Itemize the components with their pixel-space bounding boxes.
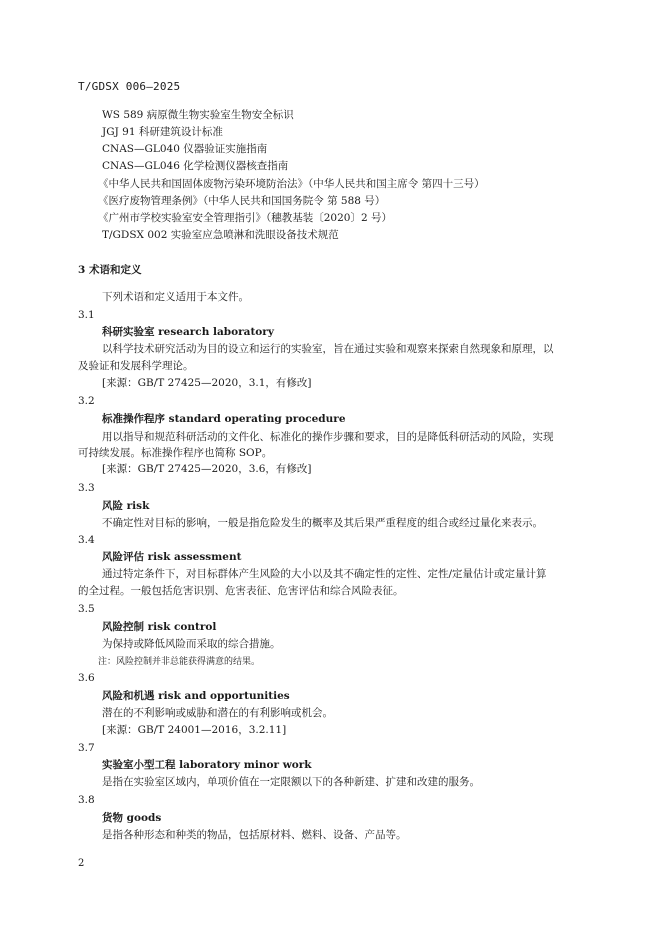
term-number: 3.1: [78, 309, 95, 321]
reference-item: WS 589 病原微生物实验室生物安全标识: [102, 109, 294, 121]
term-number: 3.4: [78, 534, 95, 546]
term-title: 实验室小型工程 laboratory minor work: [102, 759, 312, 771]
reference-item: 《医疗废物管理条例》（中华人民共和国国务院令 第 588 号）: [98, 195, 386, 207]
term-definition: 以科学技术研究活动为目的设立和运行的实验室，旨在通过实验和观察来探索自然现象和原理，以: [102, 343, 554, 355]
term-number: 3.7: [78, 742, 95, 754]
term-title: 标准操作程序 standard operating procedure: [102, 413, 346, 425]
term-source: [来源：GB/T 27425—2020，3.6，有修改]: [102, 463, 312, 475]
term-definition: 不确定性对目标的影响，一般是指危险发生的概率及其后果严重程度的组合或经过量化来表示。: [102, 517, 543, 529]
standard-code-header: T/GDSX 006—2025: [78, 80, 181, 93]
reference-item: CNAS—GL046 化学检测仪器核查指南: [102, 160, 289, 172]
term-title: 风险和机遇 risk and opportunities: [102, 690, 290, 702]
term-title: 风险控制 risk control: [102, 621, 217, 633]
term-definition: 是指在实验室区域内，单项价值在一定限额以下的各种新建、扩建和改建的服务。: [102, 776, 480, 788]
term-note: 注：风险控制并非总能获得满意的结果。: [98, 657, 261, 667]
reference-item: CNAS—GL040 仪器验证实施指南: [102, 143, 268, 155]
page-number: 2: [78, 858, 85, 869]
term-source: [来源：GB/T 24001—2016，3.2.11]: [102, 724, 287, 736]
term-definition: 是指各种形态和种类的物品，包括原材料、燃料、设备、产品等。: [102, 829, 407, 841]
term-number: 3.3: [78, 482, 95, 494]
term-definition: 潜在的不利影响或威胁和潜在的有利影响或机会。: [102, 707, 333, 719]
reference-item: 《中华人民共和国固体废物污染环境防治法》（中华人民共和国主席令 第四十三号）: [98, 178, 485, 190]
reference-item: T/GDSX 002 实验室应急喷淋和洗眼设备技术规范: [102, 229, 339, 241]
term-number: 3.6: [78, 672, 95, 684]
term-number: 3.2: [78, 395, 95, 407]
term-definition: 及验证和发展科学理论。: [78, 360, 194, 372]
term-title: 风险评估 risk assessment: [102, 551, 242, 563]
reference-item: JGJ 91 科研建筑设计标准: [102, 126, 223, 138]
section-intro: 下列术语和定义适用于本文件。: [102, 291, 249, 303]
term-title: 货物 goods: [102, 812, 162, 824]
term-definition: 的全过程。一般包括危害识别、危害表征、危害评估和综合风险表征。: [78, 585, 404, 597]
section-heading: 3 术语和定义: [78, 264, 142, 276]
term-title: 科研实验室 research laboratory: [102, 326, 274, 338]
term-definition: 为保持或降低风险而采取的综合措施。: [102, 638, 281, 650]
term-definition: 用以指导和规范科研活动的文件化、标准化的操作步骤和要求，目的是降低科研活动的风险，实现: [102, 431, 554, 443]
term-number: 3.5: [78, 603, 95, 615]
term-definition: 通过特定条件下，对目标群体产生风险的大小以及其不确定性的定性、定性/定量估计或定量计算: [102, 568, 547, 580]
term-number: 3.8: [78, 794, 95, 806]
term-title: 风险 risk: [102, 500, 150, 512]
reference-item: 《广州市学校实验室安全管理指引》（穗教基装〔2020〕2 号）: [98, 212, 392, 224]
term-source: [来源：GB/T 27425—2020，3.1，有修改]: [102, 377, 312, 389]
term-definition: 可持续发展。标准操作程序也简称 SOP。: [78, 447, 273, 459]
